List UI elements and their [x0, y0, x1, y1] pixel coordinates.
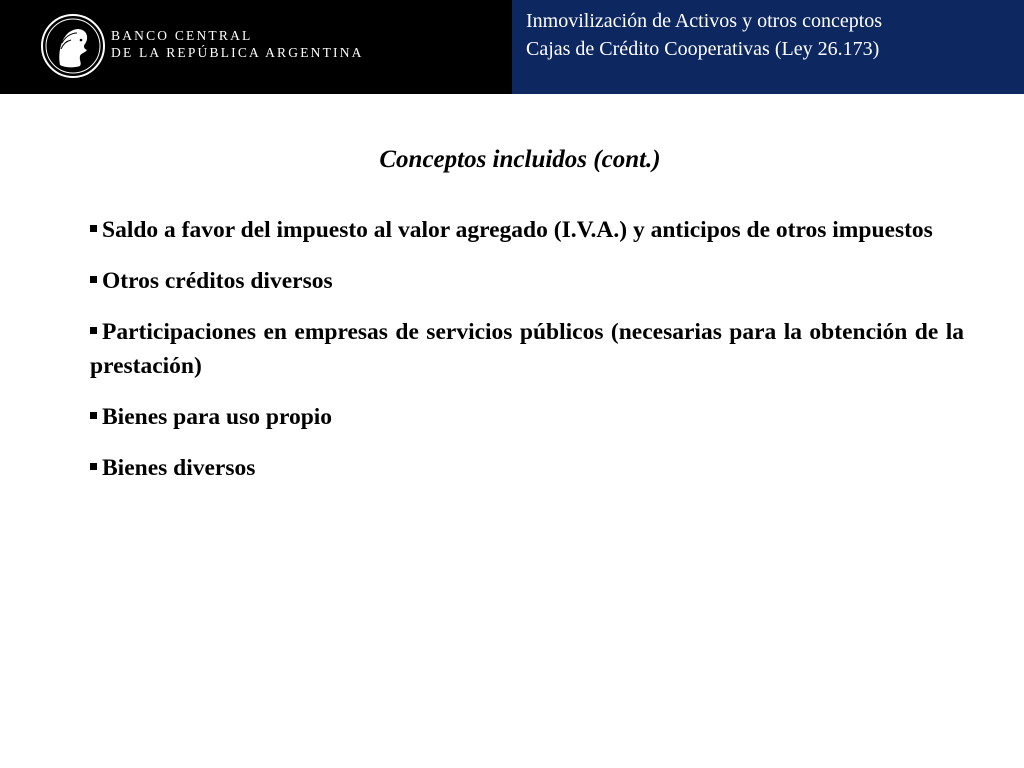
- bullet-text: Bienes para uso propio: [102, 404, 333, 430]
- header-title-panel: [512, 0, 1024, 94]
- presentation-title-line-1: Inmovilización de Activos y otros conceptos: [526, 10, 883, 32]
- square-bullet-icon: [90, 463, 97, 470]
- bullet-text: Otros créditos diversos: [102, 268, 333, 294]
- bullet-item: [90, 451, 964, 485]
- header-bar: [0, 0, 1024, 94]
- presentation-title-line-2: Cajas de Crédito Cooperativas (Ley 26.173): [526, 38, 880, 60]
- square-bullet-icon: [90, 225, 97, 232]
- bullet-text: Participaciones en empresas de servicios públicos (necesarias para la obtención de la prestación): [90, 319, 964, 379]
- brand-line-2: DE LA REPÚBLICA ARGENTINA: [111, 45, 364, 60]
- square-bullet-icon: [90, 412, 97, 419]
- brand-name: [111, 27, 364, 61]
- presentation-title: [526, 7, 882, 63]
- bullet-item: [90, 315, 964, 383]
- header-brand-panel: [0, 0, 512, 94]
- square-bullet-icon: [90, 276, 97, 283]
- bullet-text: Saldo a favor del impuesto al valor agregado (I.V.A.) y anticipos de otros impuestos: [102, 217, 933, 243]
- bullet-item: [90, 264, 964, 298]
- brand-line-1: BANCO CENTRAL: [111, 28, 253, 43]
- bullet-text: Bienes diversos: [102, 455, 256, 481]
- bullet-item: [90, 213, 964, 247]
- bullet-list: [90, 213, 964, 502]
- bcra-seal-logo: [40, 13, 106, 79]
- bullet-item: [90, 400, 964, 434]
- square-bullet-icon: [90, 327, 97, 334]
- section-title: Conceptos incluidos (cont.): [379, 146, 661, 173]
